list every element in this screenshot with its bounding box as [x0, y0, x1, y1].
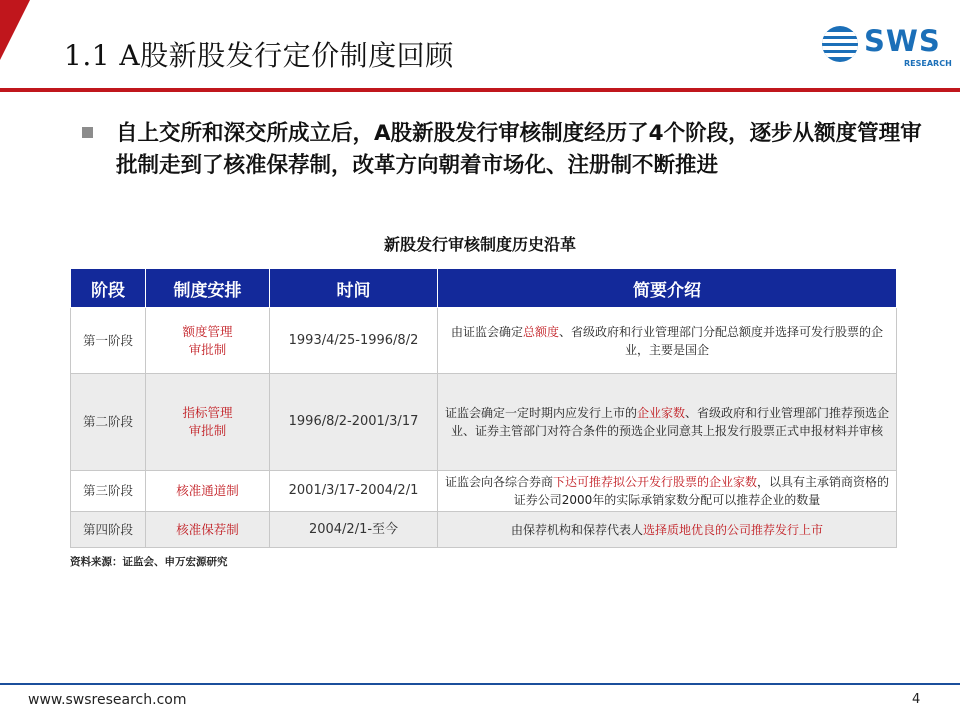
header-period: 时间 — [270, 269, 438, 308]
table-header-row — [71, 269, 897, 308]
system-cell: 核准保荐制 — [146, 512, 270, 548]
description-cell — [438, 308, 897, 374]
logo-globe-icon — [822, 26, 858, 62]
table-row — [71, 308, 897, 374]
history-table — [70, 268, 897, 548]
logo-subtext: RESEARCH — [904, 59, 952, 68]
header-description: 简要介绍 — [438, 269, 897, 308]
sws-logo — [822, 22, 952, 78]
table-title: 新股发行审核制度历史沿革 — [383, 235, 576, 254]
period-cell: 1996/8/2-2001/3/17 — [270, 374, 438, 471]
description-cell — [438, 512, 897, 548]
system-line: 指标管理 — [182, 405, 233, 420]
desc-text: 由保荐机构和保荐代表人 — [510, 522, 643, 537]
page-title: 1.1 A股新股发行定价制度回顾 — [64, 39, 454, 72]
table-row — [71, 471, 897, 512]
system-line: 审批制 — [188, 423, 227, 438]
source-note: 资料来源：证监会、申万宏源研究 — [70, 556, 228, 568]
desc-text: 、省级政府和行业管理部门推荐预选企业、证券主管部门对符合条件的预选企业同意其上报发行股票正式申报材料并审核 — [450, 406, 890, 438]
header-divider — [0, 88, 960, 92]
system-cell — [146, 374, 270, 471]
period-cell: 1993/4/25-1996/8/2 — [270, 308, 438, 374]
system-cell — [146, 308, 270, 374]
header-stage: 阶段 — [71, 269, 146, 308]
description-cell — [438, 374, 897, 471]
stage-cell: 第三阶段 — [71, 471, 146, 512]
table-row — [71, 512, 897, 548]
summary-bullet: 自上交所和深交所成立后，A股新股发行审核制度经历了4个阶段，逐步从额度管理审批制走到了核准保荐制，改革方向朝着市场化、注册制不断推进 — [116, 121, 922, 178]
corner-accent — [0, 0, 30, 60]
logo-text: SWS — [864, 24, 941, 58]
desc-text: ，以具有主承销商资格的证券公司2000年的实际承销家数分配可以推荐企业的数量 — [513, 475, 890, 507]
desc-text: 证监会确定一定时期内应发行上市的 — [444, 406, 637, 420]
system-cell: 核准通道制 — [146, 471, 270, 512]
footer-divider — [0, 683, 960, 685]
desc-text: 由证监会确定 — [450, 324, 523, 339]
desc-highlight: 总额度 — [522, 324, 559, 339]
desc-highlight: 选择质地优良的公司推荐发行上市 — [643, 522, 824, 537]
table-row — [71, 374, 897, 471]
bullet-square-icon — [82, 127, 93, 138]
period-cell: 2004/2/1-至今 — [270, 512, 438, 548]
page-number: 4 — [912, 692, 921, 707]
desc-text: 、省级政府和行业管理部门分配总额度并选择可发行股票的企业，主要是国企 — [559, 324, 884, 357]
stage-cell: 第四阶段 — [71, 512, 146, 548]
website-link[interactable]: www.swsresearch.com — [28, 692, 187, 708]
desc-highlight: 企业家数 — [636, 406, 685, 420]
desc-highlight: 下达可推荐拟公开发行股票的企业家数 — [552, 475, 757, 489]
desc-text: 证监会向各综合券商 — [444, 475, 553, 489]
stage-cell: 第二阶段 — [71, 374, 146, 471]
header-system: 制度安排 — [146, 269, 270, 308]
system-line: 审批制 — [188, 341, 227, 357]
stage-cell: 第一阶段 — [71, 308, 146, 374]
description-cell — [438, 471, 897, 512]
period-cell: 2001/3/17-2004/2/1 — [270, 471, 438, 512]
system-line: 额度管理 — [182, 323, 233, 339]
